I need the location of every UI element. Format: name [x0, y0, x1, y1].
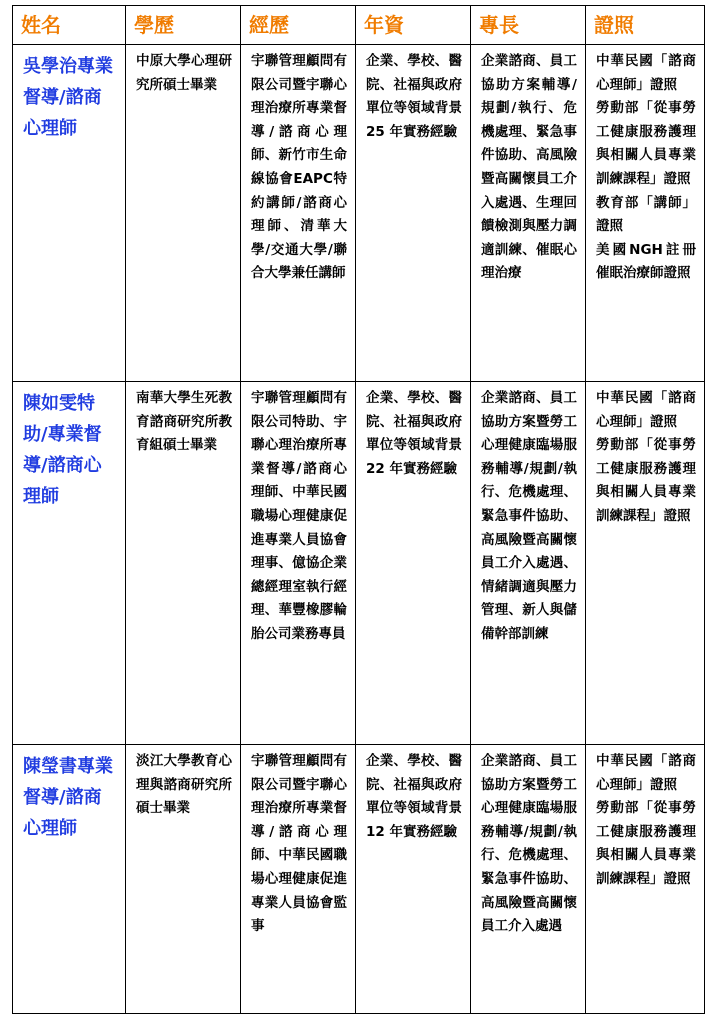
license-item: 勞動部「從事勞工健康服務護理與相關人員專業訓練課程」證照	[596, 800, 696, 887]
staff-education: 南華大學生死教育諮商研究所教育組碩士畢業	[126, 382, 241, 745]
staff-seniority: 企業、學校、醫院、社福與政府單位等領域背景 12 年實務經驗	[356, 745, 471, 1014]
header-education: 學歷	[126, 6, 241, 45]
staff-seniority: 企業、學校、醫院、社福與政府單位等領域背景 22 年實務經驗	[356, 382, 471, 745]
staff-name: 吳學治專業督導/諮商心理師	[13, 45, 126, 382]
staff-name: 陳如雯特助/專業督導/諮商心理師	[13, 382, 126, 745]
header-name: 姓名	[13, 6, 126, 45]
staff-expertise: 企業諮商、員工協助方案輔導/規劃/執行、危機處理、緊急事件協助、高風險暨高關懷員工介入處遇、生理回饋檢測與壓力調適訓練、催眠心理治療	[471, 45, 586, 382]
header-experience: 經歷	[241, 6, 356, 45]
table-row	[13, 45, 705, 382]
staff-table	[12, 5, 705, 1014]
license-item: 教育部「講師」證照	[596, 194, 696, 235]
staff-experience: 宇聯管理顧問有限公司暨宇聯心理治療所專業督導/諮商心理師、中華民國職場心理健康促進專業人員協會監事	[241, 745, 356, 1014]
license-item: 中華民國「諮商心理師」證照	[596, 753, 696, 793]
staff-license	[586, 382, 705, 745]
header-seniority: 年資	[356, 6, 471, 45]
license-item: 勞動部「從事勞工健康服務護理與相關人員專業訓練課程」證照	[596, 437, 696, 524]
staff-expertise: 企業諮商、員工協助方案暨勞工心理健康臨場服務輔導/規劃/執行、危機處理、緊急事件協助、高風險暨高關懷員工介入處遇、情緒調適與壓力管理、新人與儲備幹部訓練	[471, 382, 586, 745]
staff-experience: 宇聯管理顧問有限公司特助、宇聯心理治療所專業督導/諮商心理師、中華民國職場心理健康促進專業人員協會理事、億協企業總經理室執行經理、華豐橡膠輪胎公司業務專員	[241, 382, 356, 745]
license-item: 美國NGH註冊催眠治療師證照	[596, 241, 696, 282]
staff-experience: 宇聯管理顧問有限公司暨宇聯心理治療所專業督導/諮商心理師、新竹市生命線協會EAPC特約講師/諮商心理師、清華大學/交通大學/聯合大學兼任講師	[241, 45, 356, 382]
staff-education: 中原大學心理研究所碩士畢業	[126, 45, 241, 382]
staff-name: 陳瑩書專業督導/諮商心理師	[13, 745, 126, 1014]
staff-education: 淡江大學教育心理與諮商研究所碩士畢業	[126, 745, 241, 1014]
staff-license	[586, 45, 705, 382]
license-item: 中華民國「諮商心理師」證照	[596, 390, 696, 430]
license-item: 中華民國「諮商心理師」證照	[596, 53, 696, 93]
header-expertise: 專長	[471, 6, 586, 45]
table-row	[13, 745, 705, 1014]
staff-expertise: 企業諮商、員工協助方案暨勞工心理健康臨場服務輔導/規劃/執行、危機處理、緊急事件協助、高風險暨高關懷員工介入處遇	[471, 745, 586, 1014]
header-row	[13, 6, 705, 45]
license-item: 勞動部「從事勞工健康服務護理與相關人員專業訓練課程」證照	[596, 100, 696, 187]
table-row	[13, 382, 705, 745]
staff-seniority: 企業、學校、醫院、社福與政府單位等領域背景 25 年實務經驗	[356, 45, 471, 382]
staff-license	[586, 745, 705, 1014]
header-license: 證照	[586, 6, 705, 45]
